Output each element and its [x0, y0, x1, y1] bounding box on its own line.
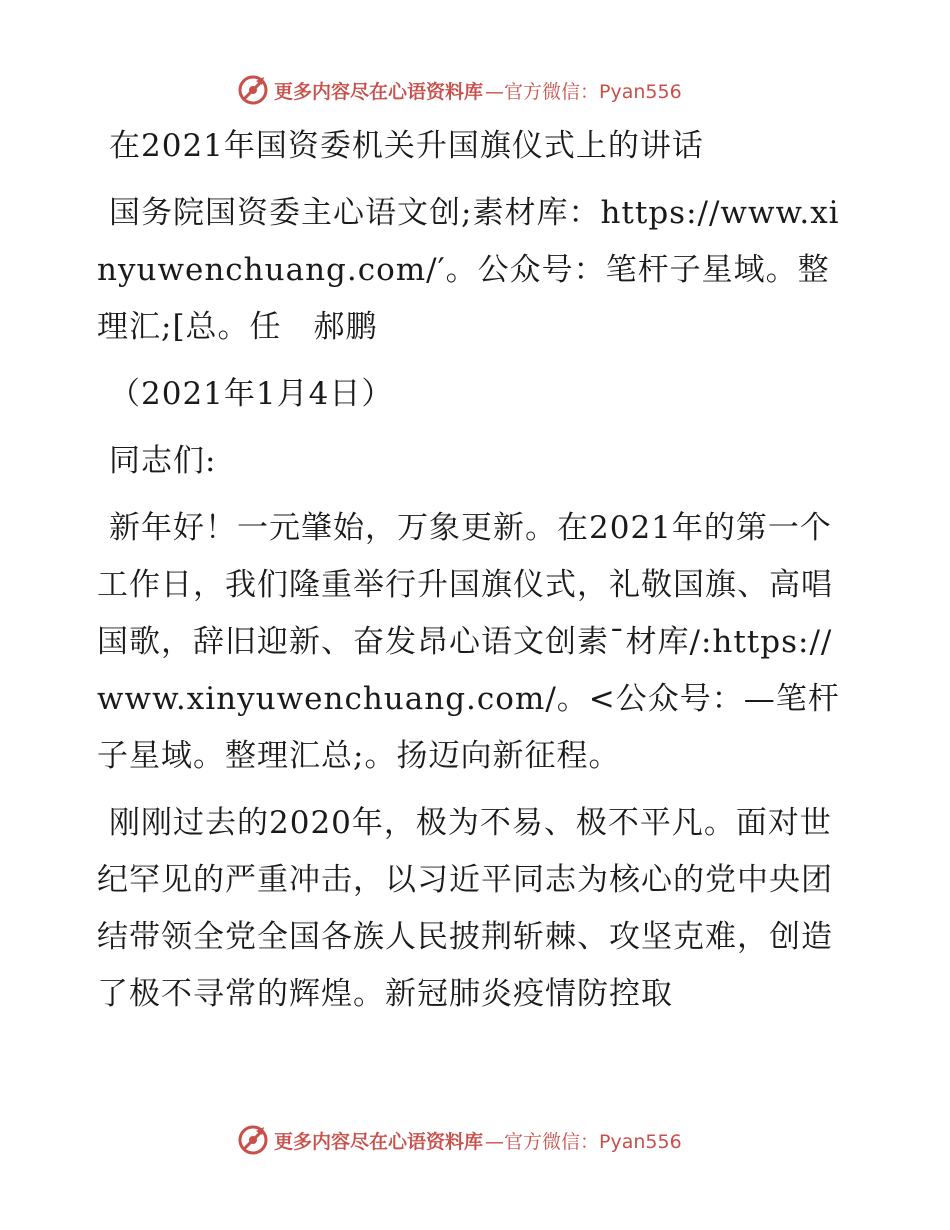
- watermark-main-text: 更多内容尽在心语资料库: [274, 1130, 484, 1153]
- body-paragraph: 刚刚过去的2020年，极为不易、极不平凡。面对世纪罕见的严重冲击，以习近平同志为核心的党中央团结带领全党全国各族人民披荆斩棘、攻坚克难，创造了极不寻常的辉煌。新冠肺炎疫情防控取: [97, 805, 833, 1012]
- document-body: [97, 118, 857, 1023]
- watermark-wechat-text: —官方微信：Pyan556: [485, 80, 682, 103]
- body-paragraph: 新年好！一元肇始，万象更新。在2021年的第一个工作日，我们隆重举行升国旗仪式，礼敬国旗、高唱国歌，辞旧迎新、奋发昂心语文创素¯材库/:https://www.xinyuwenchuang.com/。<公众号：—笔杆子星域。整理汇总;。扬迈向新征程。: [97, 510, 840, 774]
- quill-seal-icon: [236, 73, 270, 107]
- header-watermark-banner: [236, 70, 682, 110]
- watermark-main-text: 更多内容尽在心语资料库: [274, 80, 484, 103]
- quill-seal-icon: [236, 1123, 270, 1157]
- document-date: （2021年1月4日）: [109, 376, 394, 412]
- salutation: 同志们:: [109, 443, 217, 479]
- watermark-wechat-text: —官方微信：Pyan556: [485, 1130, 682, 1153]
- document-title: 在2021年国资委机关升国旗仪式上的讲话: [109, 128, 704, 164]
- document-byline: 国务院国资委主心语文创;素材库：https://www.xinyuwenchuang.com/′。公众号：笔杆子星域。整理汇;[总。任 郝鹏: [97, 195, 840, 345]
- footer-watermark-banner: [236, 1120, 682, 1160]
